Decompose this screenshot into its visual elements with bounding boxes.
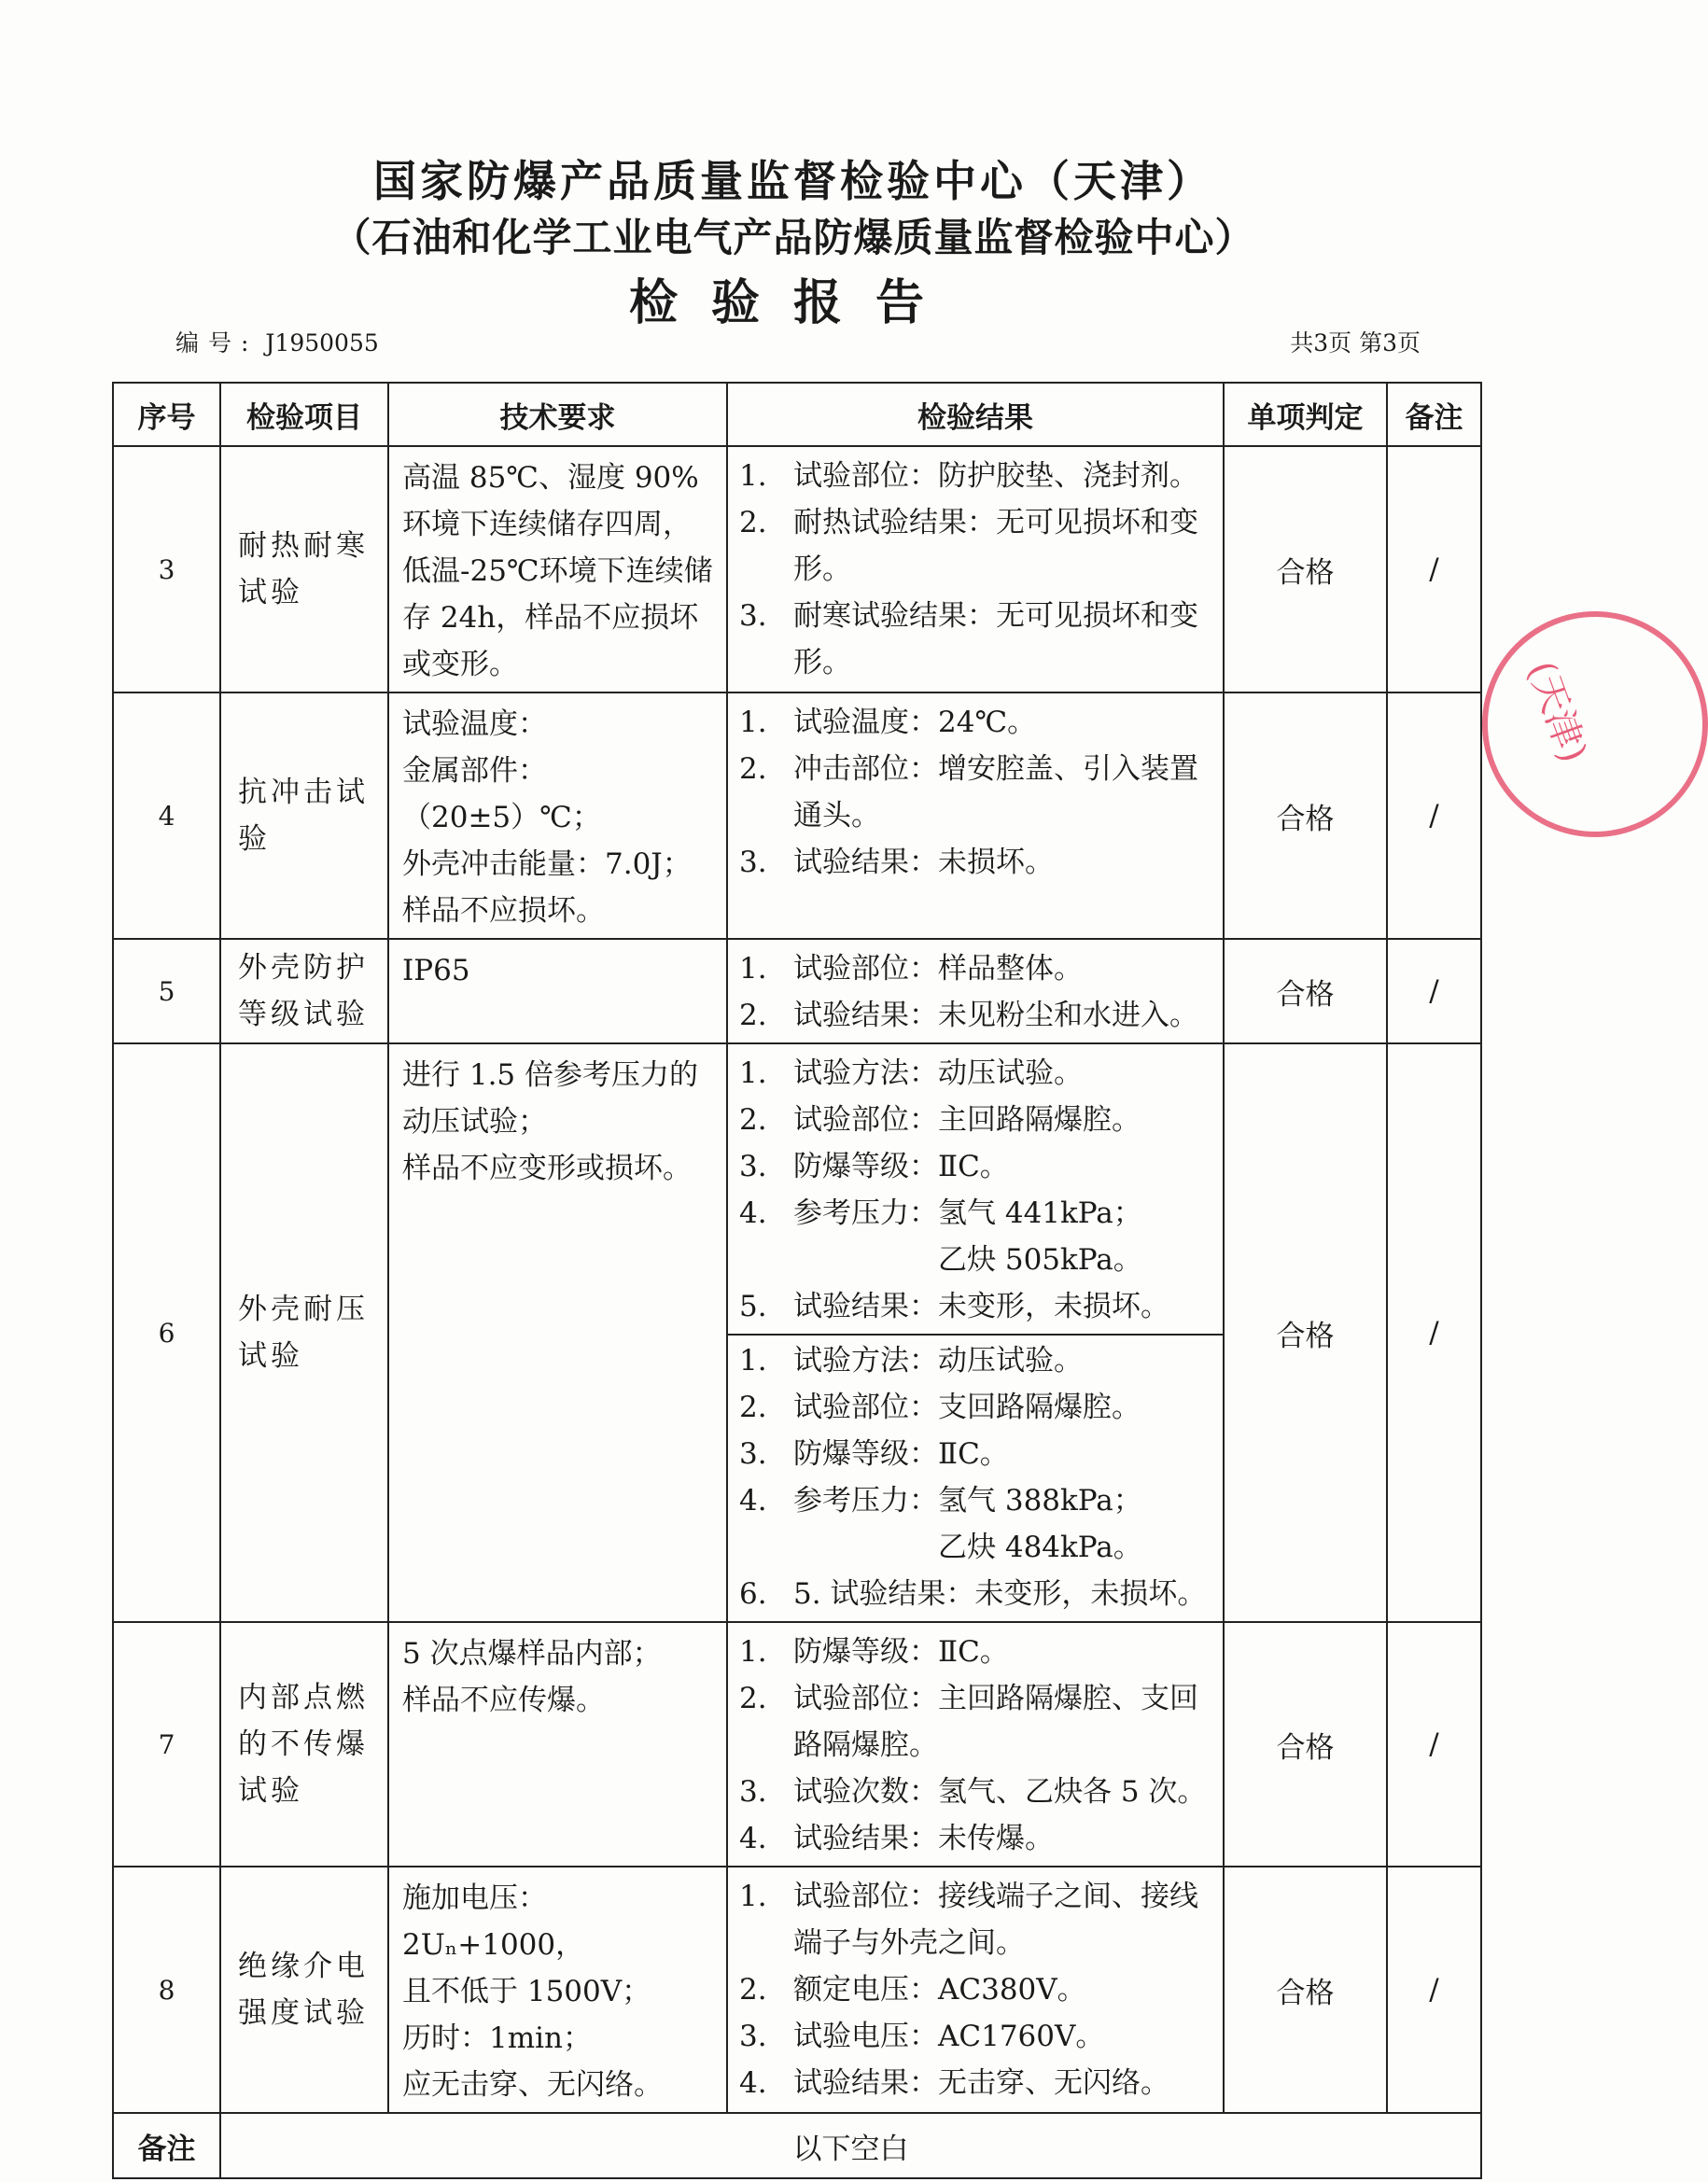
result-line: 1. 防爆等级：ⅡC。 bbox=[739, 1635, 1009, 1669]
requirement bbox=[388, 1622, 727, 1867]
table-row bbox=[113, 692, 1481, 939]
row-number: 3 bbox=[113, 446, 220, 692]
result-line: 1. 试验部位：防护胶垫、浇封剂。 bbox=[739, 459, 1198, 493]
remark: / bbox=[1387, 692, 1481, 939]
requirement-line: 且不低于 1500V； bbox=[402, 1975, 651, 2008]
result-line: 4. 试验结果：无击穿、无闪络。 bbox=[739, 2066, 1169, 2100]
result-line: 3. 试验次数：氢气、乙炔各 5 次。 bbox=[739, 1775, 1207, 1809]
col-header-result: 检验结果 bbox=[727, 383, 1224, 446]
report-heading: 检验报告 bbox=[628, 274, 958, 331]
row-number: 8 bbox=[113, 1867, 220, 2113]
result-line: 2. 试验部位：支回路隔爆腔。 bbox=[739, 1391, 1141, 1424]
requirement bbox=[388, 1043, 727, 1622]
serial-label: 编号: bbox=[175, 329, 259, 357]
page-info: 共3页 第3页 bbox=[1290, 329, 1421, 357]
requirement bbox=[388, 1867, 727, 2113]
requirement: 高温 85℃、湿度 90%环境下连续储存四周，低温-25℃环境下连续储存 24h，样品不应损坏或变形。 bbox=[388, 446, 727, 692]
remark: / bbox=[1387, 1043, 1481, 1622]
col-header-remark: 备注 bbox=[1387, 383, 1481, 446]
result-line: 1. 试验方法：动压试验。 bbox=[739, 1344, 1083, 1378]
result-line: 4. 试验结果：未传爆。 bbox=[739, 1822, 1054, 1855]
serial-value: J1950055 bbox=[265, 329, 379, 357]
verdict: 合格 bbox=[1224, 446, 1387, 692]
remark: / bbox=[1387, 1622, 1481, 1867]
result-line: 2. 试验部位：主回路隔爆腔、支回路隔爆腔。 bbox=[739, 1682, 1198, 1762]
requirement-line: 外壳冲击能量：7.0J； bbox=[402, 847, 692, 881]
requirement-line: 历时：1min； bbox=[402, 2021, 592, 2055]
result-line: 2. 试验部位：主回路隔爆腔。 bbox=[739, 1103, 1141, 1137]
result-line: 3. 耐寒试验结果：无可见损坏和变形。 bbox=[739, 599, 1198, 679]
result bbox=[727, 939, 1224, 1043]
result bbox=[727, 1867, 1224, 2113]
result-line: 5. 试验结果：未变形，未损坏。 bbox=[739, 1290, 1169, 1323]
requirement-line: 进行 1.5 倍参考压力的动压试验； bbox=[402, 1058, 699, 1139]
table-row bbox=[113, 1043, 1481, 1622]
result-line: 1. 试验部位：接线端子之间、接线端子与外壳之间。 bbox=[739, 1880, 1198, 1960]
footer-label: 备注 bbox=[113, 2113, 220, 2178]
requirement-line: 施加电压：2Uₙ+1000， bbox=[402, 1881, 585, 1962]
report-subtitle: （石油和化学工业电气产品防爆质量监督检验中心） bbox=[331, 215, 1255, 260]
result-line: 4. 参考压力：氢气 441kPa； bbox=[739, 1196, 1142, 1230]
remark: / bbox=[1387, 446, 1481, 692]
inspection-table bbox=[112, 382, 1482, 2179]
requirement-line: 样品不应变形或损坏。 bbox=[402, 1152, 692, 1185]
test-item: 内部点燃的不传爆试验 bbox=[220, 1622, 388, 1867]
result bbox=[727, 1622, 1224, 1867]
remark: / bbox=[1387, 1867, 1481, 2113]
remark: / bbox=[1387, 939, 1481, 1043]
result-line: 2. 冲击部位：增安腔盖、引入装置通头。 bbox=[739, 752, 1198, 832]
requirement bbox=[388, 692, 727, 939]
test-item: 耐热耐寒试验 bbox=[220, 446, 388, 692]
col-header-no: 序号 bbox=[113, 383, 220, 446]
requirement-line: 5 次点爆样品内部； bbox=[402, 1637, 662, 1671]
table-row bbox=[113, 446, 1481, 692]
result-line: 乙炔 505kPa。 bbox=[793, 1243, 1142, 1277]
result-line: 4. 参考压力：氢气 388kPa； bbox=[739, 1484, 1142, 1518]
table-row bbox=[113, 1867, 1481, 2113]
result-line: 2. 耐热试验结果：无可见损坏和变形。 bbox=[739, 506, 1198, 586]
result bbox=[727, 692, 1224, 939]
table-header-row bbox=[113, 383, 1481, 446]
result-line: 3. 防爆等级：ⅡC。 bbox=[739, 1150, 1009, 1183]
result-line: 1. 试验部位：样品整体。 bbox=[739, 952, 1083, 986]
table-row bbox=[113, 939, 1481, 1043]
requirement-line: 试验温度： bbox=[402, 707, 547, 741]
result-line: 1. 试验方法：动压试验。 bbox=[739, 1056, 1083, 1090]
footer-value: 以下空白 bbox=[220, 2113, 1481, 2178]
test-item: 绝缘介电强度试验 bbox=[220, 1867, 388, 2113]
requirement-line: 应无击穿、无闪络。 bbox=[402, 2068, 663, 2102]
official-seal bbox=[1482, 611, 1708, 837]
verdict: 合格 bbox=[1224, 1043, 1387, 1622]
verdict: 合格 bbox=[1224, 692, 1387, 939]
row-number: 5 bbox=[113, 939, 220, 1043]
result-line: 乙炔 484kPa。 bbox=[793, 1531, 1142, 1564]
row-number: 6 bbox=[113, 1043, 220, 1622]
result-line: 3. 试验结果：未损坏。 bbox=[739, 846, 1054, 879]
result-line: 3. 防爆等级：ⅡC。 bbox=[739, 1437, 1009, 1471]
col-header-requirement: 技术要求 bbox=[388, 383, 727, 446]
result-line: 1. 试验温度：24℃。 bbox=[739, 706, 1037, 739]
requirement-line: 样品不应损坏。 bbox=[402, 894, 605, 928]
requirement: IP65 bbox=[388, 939, 727, 1043]
verdict: 合格 bbox=[1224, 1867, 1387, 2113]
test-item: 外壳防护等级试验 bbox=[220, 939, 388, 1043]
table-row bbox=[113, 1622, 1481, 1867]
result-line: 3. 试验电压：AC1760V。 bbox=[739, 2020, 1105, 2053]
result bbox=[727, 1043, 1224, 1622]
test-item: 抗冲击试验 bbox=[220, 692, 388, 939]
result-divider bbox=[728, 1334, 1223, 1336]
serial-number bbox=[175, 325, 379, 358]
col-header-verdict: 单项判定 bbox=[1224, 383, 1387, 446]
verdict: 合格 bbox=[1224, 939, 1387, 1043]
row-number: 7 bbox=[113, 1622, 220, 1867]
result bbox=[727, 446, 1224, 692]
verdict: 合格 bbox=[1224, 1622, 1387, 1867]
result-line: 6. 5. 试验结果：未变形，未损坏。 bbox=[739, 1577, 1207, 1611]
seal-text: (天津) bbox=[1519, 655, 1595, 768]
report-title: 国家防爆产品质量监督检验中心（天津） bbox=[373, 156, 1213, 206]
requirement-line: 样品不应传爆。 bbox=[402, 1684, 605, 1717]
table-footer-row bbox=[113, 2113, 1481, 2178]
col-header-item: 检验项目 bbox=[220, 383, 388, 446]
result-line: 2. 额定电压：AC380V。 bbox=[739, 1973, 1086, 2007]
row-number: 4 bbox=[113, 692, 220, 939]
test-item: 外壳耐压试验 bbox=[220, 1043, 388, 1622]
requirement-line: 金属部件：（20±5）℃； bbox=[402, 754, 601, 834]
result-line: 2. 试验结果：未见粉尘和水进入。 bbox=[739, 999, 1198, 1032]
